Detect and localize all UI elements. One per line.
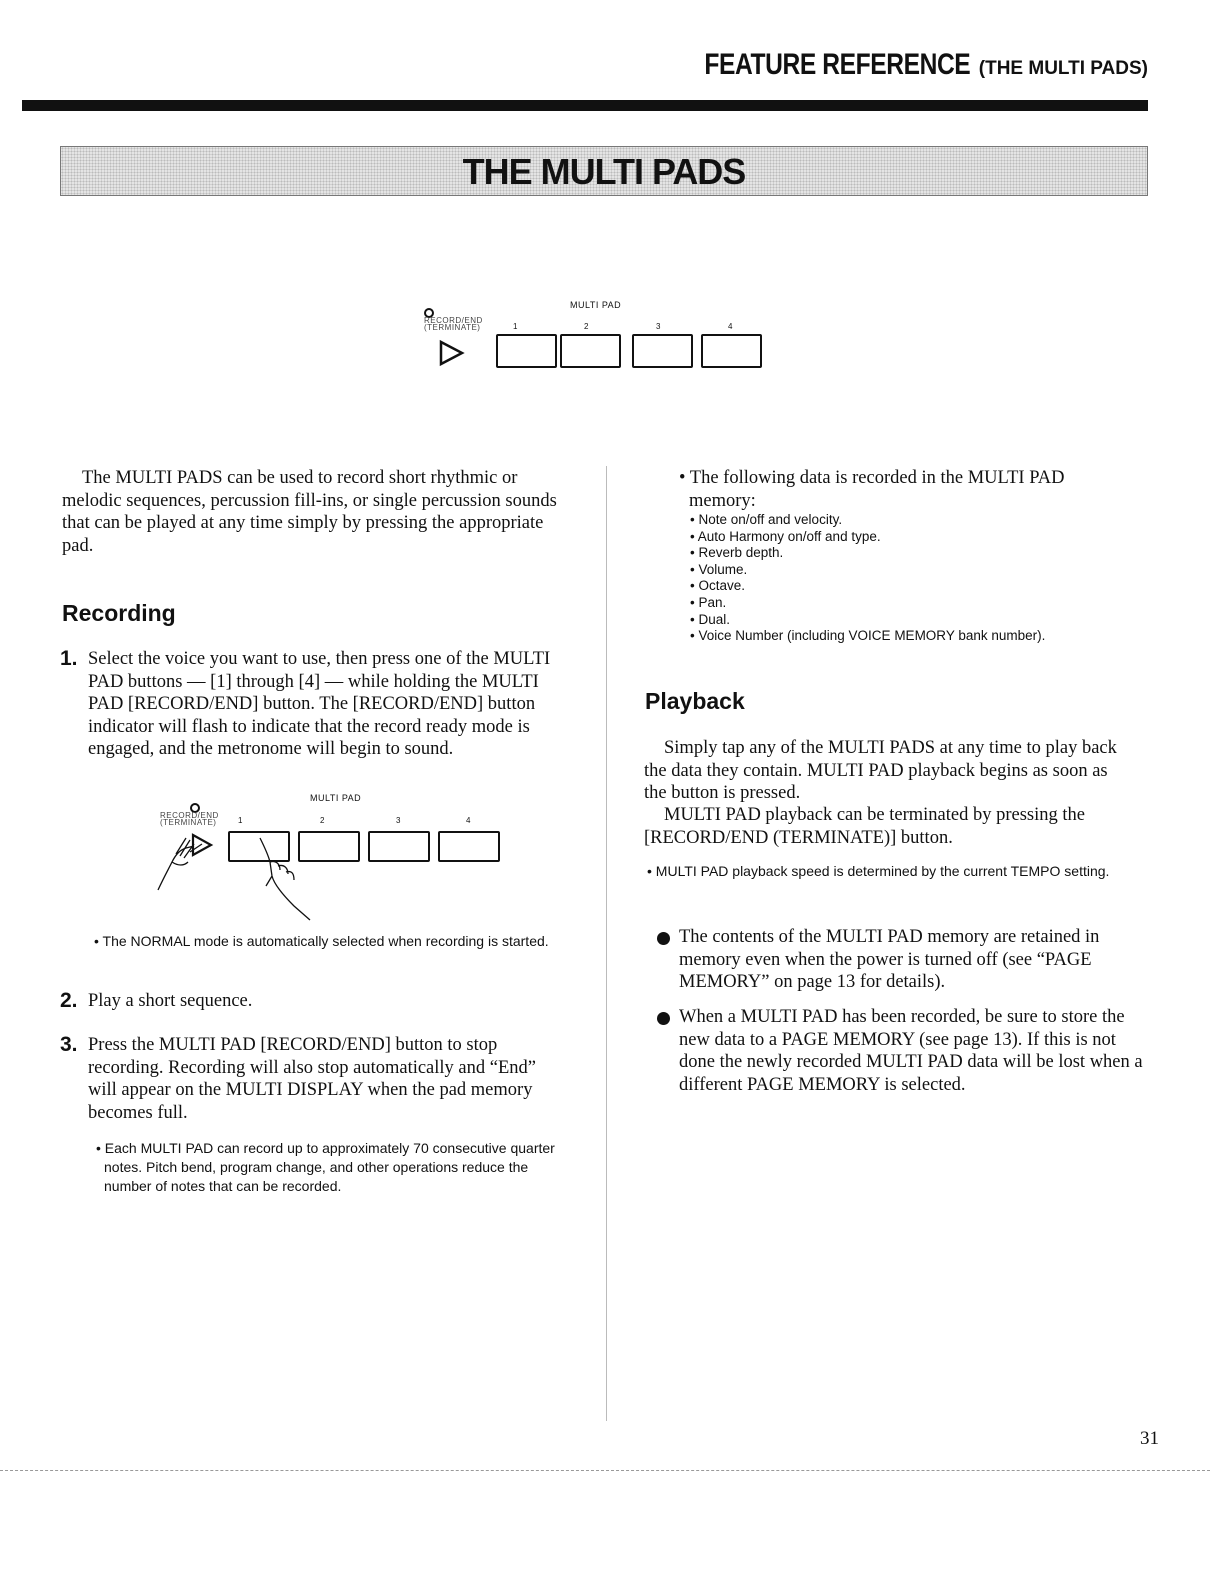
multi-pad-label: MULTI PAD: [570, 300, 622, 310]
record-end-label: RECORD/END: [424, 316, 483, 325]
pad-number: 2: [320, 816, 325, 825]
list-item: • Octave.: [690, 578, 745, 594]
intro-paragraph: The MULTI PADS can be used to record short rhythmic or melodic sequences, percussion fill-ins, or single percussion sounds that can be played at any time simply by pressing the appropriate pad.: [62, 468, 557, 556]
pad-number: 1: [238, 816, 243, 825]
multi-pad-4[interactable]: [438, 831, 500, 862]
list-item: • Auto Harmony on/off and type.: [690, 528, 881, 544]
playback-heading: Playback: [645, 688, 745, 714]
multi-pad-label: MULTI PAD: [310, 793, 362, 803]
note-playback-speed: • MULTI PAD playback speed is determined by the current TEMPO setting.: [647, 863, 1110, 879]
header-rule: [22, 100, 1148, 111]
list-item: • Dual.: [690, 611, 730, 627]
list-item: • Pan.: [690, 594, 727, 610]
note-normal-mode: • The NORMAL mode is automatically selected when recording is started.: [94, 933, 549, 949]
data-recorded-list: [690, 512, 1130, 645]
multi-pad-4[interactable]: [701, 334, 762, 368]
pad-number: 3: [396, 816, 401, 825]
recording-step-3: [60, 1033, 563, 1124]
hand-left-icon: [150, 822, 220, 892]
header-subtitle: (THE MULTI PADS): [978, 58, 1148, 79]
multi-pad-3[interactable]: [632, 334, 693, 368]
pad-number: 4: [728, 322, 733, 331]
step-number: 1.: [60, 647, 78, 670]
footer-rule: [0, 1470, 1210, 1471]
data-recorded-intro: • The following data is recorded in the MULTI PAD memory:: [679, 468, 1065, 511]
step-number: 2.: [60, 989, 78, 1012]
bullet-dot-icon: [657, 932, 670, 945]
page-header: [646, 48, 1148, 82]
title-banner: [60, 146, 1148, 196]
list-item: • Reverb depth.: [690, 545, 784, 561]
note-capacity: • Each MULTI PAD can record up to approximately 70 consecutive quarter notes. Pitch bend, program change, and other operations reduce the number of notes that can be recorded.: [96, 1140, 555, 1194]
pad-number: 3: [656, 322, 661, 331]
record-end-label: RECORD/END: [160, 811, 219, 820]
terminate-label: (TERMINATE): [424, 323, 481, 332]
record-triangle-icon[interactable]: [438, 339, 466, 367]
pad-number: 1: [513, 322, 518, 331]
column-divider: [606, 466, 607, 1421]
step-number: 3.: [60, 1033, 78, 1056]
page-number: 31: [1140, 1428, 1159, 1449]
terminate-label: (TERMINATE): [160, 818, 217, 827]
multi-pad-3[interactable]: [368, 831, 430, 862]
pad-number: 4: [466, 816, 471, 825]
step-text: Play a short sequence.: [88, 991, 253, 1011]
playback-paragraph-1: Simply tap any of the MULTI PADS at any time to play back the data they contain. MULTI PAD playback begins as soon as the button is pressed.: [644, 738, 1117, 803]
recording-heading: Recording: [62, 600, 176, 626]
playback-bullet-store: When a MULTI PAD has been recorded, be sure to store the new data to a PAGE MEMORY (see page 13). If this is not done the newly recorded MULTI PAD data will be lost when a different PAGE MEMORY is selected.: [679, 1007, 1143, 1095]
multi-pad-1[interactable]: [496, 334, 557, 368]
page-title: THE MULTI PADS: [462, 151, 746, 192]
list-item: • Volume.: [690, 561, 748, 577]
pad-number: 2: [584, 322, 589, 331]
multi-pad-panel-recording: [150, 792, 510, 922]
multi-pad-panel-top: [420, 296, 780, 376]
step-text: Press the MULTI PAD [RECORD/END] button to stop recording. Recording will also stop automatically and “End” will appear on the MULTI DISPLAY when the pad memory becomes full.: [88, 1035, 536, 1123]
list-item: • Note on/off and velocity.: [690, 512, 843, 527]
header-title: FEATURE REFERENCE: [704, 48, 971, 81]
list-item: • Voice Number (including VOICE MEMORY bank number).: [690, 628, 1046, 644]
playback-bullet-memory: The contents of the MULTI PAD memory are retained in memory even when the power is turned off (see “PAGE MEMORY” on page 13 for details).: [679, 927, 1100, 992]
playback-paragraph-2: MULTI PAD playback can be terminated by pressing the [RECORD/END (TERMINATE)] button.: [644, 805, 1085, 848]
recording-step-1: [60, 647, 563, 761]
recording-step-2: [60, 989, 563, 1013]
bullet-dot-icon: [657, 1012, 670, 1025]
multi-pad-2[interactable]: [560, 334, 621, 368]
hand-right-icon: [254, 836, 324, 922]
step-text: Select the voice you want to use, then press one of the MULTI PAD buttons — [1] through [4] — while holding the MULTI PAD [RECORD/END] button. The [RECORD/END] button indicator will flash to indicate that the record ready mode is engaged, and the metronome will begin to sound.: [88, 649, 551, 759]
